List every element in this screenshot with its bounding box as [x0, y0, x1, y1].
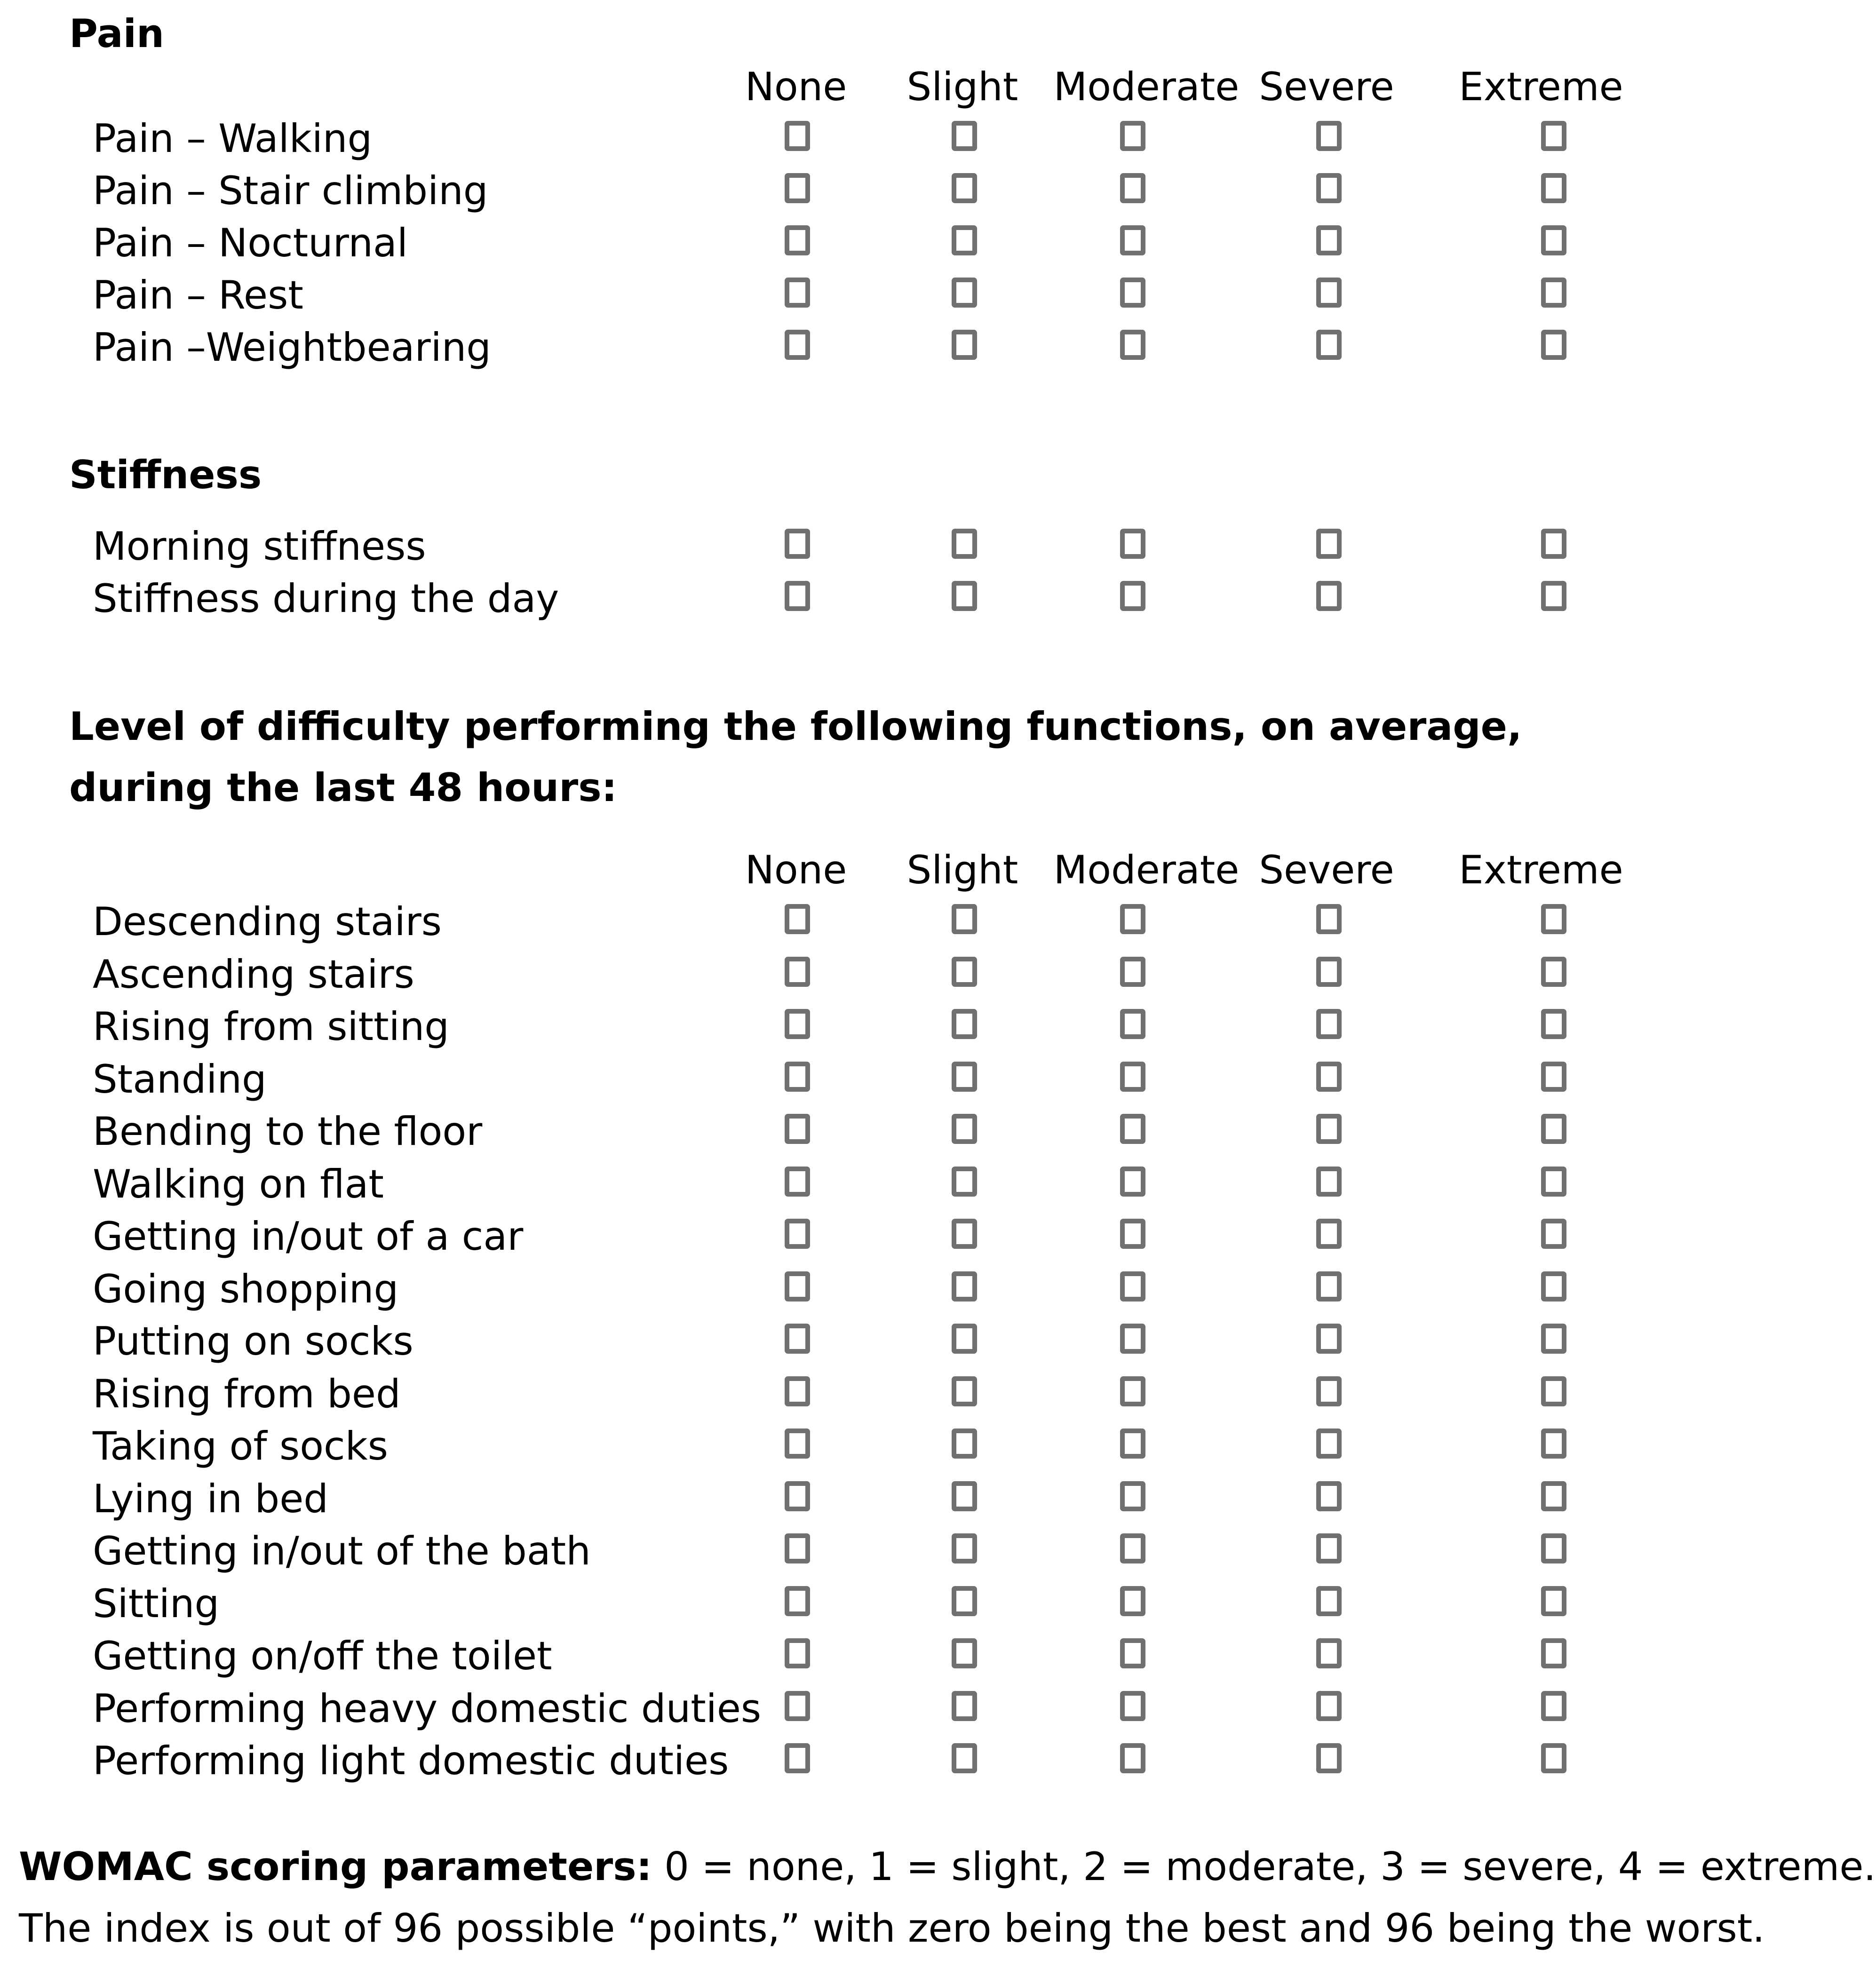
- checkbox-severe[interactable]: [1316, 957, 1342, 987]
- col-header-none: None: [745, 847, 847, 893]
- checkbox-none[interactable]: [785, 1062, 810, 1092]
- pain-item-label: Pain – Walking: [93, 116, 373, 161]
- function-item-label: Performing heavy domestic duties: [93, 1685, 762, 1731]
- checkbox-slight[interactable]: [952, 1271, 977, 1301]
- function-row: [0, 1528, 1696, 1583]
- function-item-label: Descending stairs: [93, 899, 442, 944]
- checkbox-moderate[interactable]: [1120, 904, 1145, 934]
- function-row: [0, 1214, 1696, 1269]
- checkbox-severe[interactable]: [1316, 1376, 1342, 1406]
- checkbox-severe[interactable]: [1316, 121, 1342, 151]
- pain-row: [0, 168, 1696, 223]
- stiffness-heading: Stiffness: [69, 452, 262, 498]
- stiffness-item-label: Stiffness during the day: [93, 576, 559, 621]
- col-header-slight: Slight: [906, 847, 1018, 893]
- checkbox-severe[interactable]: [1316, 581, 1342, 611]
- checkbox-none[interactable]: [785, 1481, 810, 1511]
- function-item-label: Walking on flat: [93, 1161, 384, 1207]
- checkbox-slight[interactable]: [952, 1533, 977, 1563]
- checkbox-moderate[interactable]: [1120, 1638, 1145, 1668]
- checkbox-slight[interactable]: [952, 1586, 977, 1616]
- checkbox-moderate[interactable]: [1120, 173, 1145, 203]
- checkbox-extreme[interactable]: [1541, 1271, 1566, 1301]
- function-item-label: Performing light domestic duties: [93, 1738, 729, 1784]
- checkbox-severe[interactable]: [1316, 1428, 1342, 1459]
- checkbox-none[interactable]: [785, 173, 810, 203]
- checkbox-extreme[interactable]: [1541, 1533, 1566, 1563]
- function-item-label: Getting in/out of the bath: [93, 1528, 591, 1574]
- checkbox-moderate[interactable]: [1120, 1324, 1145, 1354]
- checkbox-extreme[interactable]: [1541, 1586, 1566, 1616]
- stiffness-item-label: Morning stiffness: [93, 524, 426, 569]
- checkbox-none[interactable]: [785, 1324, 810, 1354]
- function-item-label: Lying in bed: [93, 1476, 328, 1522]
- checkbox-slight[interactable]: [952, 1743, 977, 1773]
- checkbox-none[interactable]: [785, 121, 810, 151]
- function-row: [0, 1266, 1696, 1321]
- function-row: [0, 1161, 1696, 1216]
- pain-row: [0, 325, 1696, 380]
- checkbox-slight[interactable]: [952, 1167, 977, 1197]
- checkbox-slight[interactable]: [952, 904, 977, 934]
- checkbox-severe[interactable]: [1316, 173, 1342, 203]
- scoring-note: The index is out of 96 possible “points,” with zero being the best and 96 being the worst.: [19, 1905, 1765, 1951]
- checkbox-severe[interactable]: [1316, 1691, 1342, 1721]
- checkbox-extreme[interactable]: [1541, 1481, 1566, 1511]
- checkbox-extreme[interactable]: [1541, 1219, 1566, 1249]
- checkbox-severe[interactable]: [1316, 1586, 1342, 1616]
- checkbox-severe[interactable]: [1316, 1533, 1342, 1563]
- checkbox-extreme[interactable]: [1541, 121, 1566, 151]
- checkbox-extreme[interactable]: [1541, 1062, 1566, 1092]
- col-header-none: None: [745, 64, 847, 110]
- checkbox-slight[interactable]: [952, 1376, 977, 1406]
- pain-item-label: Pain – Rest: [93, 272, 303, 318]
- checkbox-severe[interactable]: [1316, 1481, 1342, 1511]
- checkbox-moderate[interactable]: [1120, 581, 1145, 611]
- function-row: [0, 1004, 1696, 1059]
- pain-row: [0, 116, 1696, 171]
- checkbox-extreme[interactable]: [1541, 330, 1566, 360]
- checkbox-none[interactable]: [785, 957, 810, 987]
- checkbox-moderate[interactable]: [1120, 278, 1145, 308]
- checkbox-moderate[interactable]: [1120, 1691, 1145, 1721]
- function-item-label: Sitting: [93, 1580, 220, 1627]
- checkbox-slight[interactable]: [952, 957, 977, 987]
- checkbox-slight[interactable]: [952, 1638, 977, 1668]
- checkbox-slight[interactable]: [952, 529, 977, 559]
- checkbox-moderate[interactable]: [1120, 1271, 1145, 1301]
- checkbox-moderate[interactable]: [1120, 1481, 1145, 1511]
- function-row: [0, 1109, 1696, 1164]
- checkbox-none[interactable]: [785, 1271, 810, 1301]
- function-item-label: Putting on socks: [93, 1318, 413, 1364]
- checkbox-extreme[interactable]: [1541, 173, 1566, 203]
- function-item-label: Taking of socks: [93, 1423, 388, 1469]
- col-header-severe: Severe: [1259, 847, 1394, 893]
- checkbox-moderate[interactable]: [1120, 1533, 1145, 1563]
- checkbox-severe[interactable]: [1316, 225, 1342, 255]
- checkbox-extreme[interactable]: [1541, 904, 1566, 934]
- pain-item-label: Pain – Stair climbing: [93, 168, 488, 214]
- checkbox-severe[interactable]: [1316, 1114, 1342, 1144]
- checkbox-moderate[interactable]: [1120, 1009, 1145, 1039]
- checkbox-extreme[interactable]: [1541, 957, 1566, 987]
- checkbox-severe[interactable]: [1316, 1167, 1342, 1197]
- function-item-label: Rising from bed: [93, 1371, 401, 1417]
- checkbox-none[interactable]: [785, 529, 810, 559]
- function-heading-line1: Level of difficulty performing the following functions, on average,: [69, 704, 1522, 749]
- function-item-label: Going shopping: [93, 1266, 399, 1312]
- checkbox-moderate[interactable]: [1120, 1586, 1145, 1616]
- checkbox-severe[interactable]: [1316, 1324, 1342, 1354]
- checkbox-extreme[interactable]: [1541, 529, 1566, 559]
- function-row: [0, 1633, 1696, 1688]
- function-row: [0, 1371, 1696, 1426]
- checkbox-none[interactable]: [785, 1009, 810, 1039]
- scoring-scale: 0 = none, 1 = slight, 2 = moderate, 3 = severe, 4 = extreme.: [652, 1844, 1876, 1889]
- scoring-parameters: [19, 1844, 1876, 1889]
- checkbox-none[interactable]: [785, 1586, 810, 1616]
- checkbox-severe[interactable]: [1316, 330, 1342, 360]
- checkbox-severe[interactable]: [1316, 1009, 1342, 1039]
- function-row: [0, 1318, 1696, 1373]
- checkbox-extreme[interactable]: [1541, 1638, 1566, 1668]
- scoring-label: WOMAC scoring parameters:: [19, 1844, 652, 1889]
- checkbox-slight[interactable]: [952, 330, 977, 360]
- checkbox-extreme[interactable]: [1541, 1376, 1566, 1406]
- checkbox-severe[interactable]: [1316, 1638, 1342, 1668]
- checkbox-slight[interactable]: [952, 1324, 977, 1354]
- function-item-label: Getting on/off the toilet: [93, 1633, 552, 1679]
- checkbox-severe[interactable]: [1316, 278, 1342, 308]
- checkbox-slight[interactable]: [952, 1219, 977, 1249]
- checkbox-extreme[interactable]: [1541, 1114, 1566, 1144]
- checkbox-none[interactable]: [785, 1691, 810, 1721]
- checkbox-slight[interactable]: [952, 1481, 977, 1511]
- checkbox-moderate[interactable]: [1120, 330, 1145, 360]
- checkbox-slight[interactable]: [952, 1691, 977, 1721]
- col-header-extreme: Extreme: [1459, 64, 1623, 110]
- function-row: [0, 1580, 1696, 1636]
- function-heading-line2: during the last 48 hours:: [69, 765, 617, 810]
- checkbox-slight[interactable]: [952, 1062, 977, 1092]
- checkbox-moderate[interactable]: [1120, 1376, 1145, 1406]
- checkbox-moderate[interactable]: [1120, 1062, 1145, 1092]
- checkbox-moderate[interactable]: [1120, 1428, 1145, 1459]
- checkbox-extreme[interactable]: [1541, 1428, 1566, 1459]
- checkbox-extreme[interactable]: [1541, 1743, 1566, 1773]
- function-item-label: Standing: [93, 1056, 267, 1102]
- checkbox-moderate[interactable]: [1120, 1743, 1145, 1773]
- function-row: [0, 1056, 1696, 1111]
- checkbox-slight[interactable]: [952, 1114, 977, 1144]
- checkbox-extreme[interactable]: [1541, 1691, 1566, 1721]
- stiffness-row: [0, 576, 1696, 631]
- pain-item-label: Pain –Weightbearing: [93, 325, 491, 370]
- checkbox-none[interactable]: [785, 1428, 810, 1459]
- checkbox-slight[interactable]: [952, 121, 977, 151]
- col-header-severe: Severe: [1259, 64, 1394, 110]
- pain-row: [0, 272, 1696, 327]
- function-row: [0, 1738, 1696, 1793]
- checkbox-extreme[interactable]: [1541, 1324, 1566, 1354]
- function-item-label: Bending to the floor: [93, 1109, 483, 1154]
- checkbox-slight[interactable]: [952, 278, 977, 308]
- pain-row: [0, 220, 1696, 275]
- checkbox-moderate[interactable]: [1120, 529, 1145, 559]
- checkbox-none[interactable]: [785, 581, 810, 611]
- col-header-slight: Slight: [906, 64, 1018, 110]
- col-header-extreme: Extreme: [1459, 847, 1623, 893]
- checkbox-severe[interactable]: [1316, 529, 1342, 559]
- checkbox-slight[interactable]: [952, 581, 977, 611]
- checkbox-none[interactable]: [785, 1743, 810, 1773]
- checkbox-extreme[interactable]: [1541, 1009, 1566, 1039]
- function-row: [0, 1476, 1696, 1531]
- checkbox-severe[interactable]: [1316, 1743, 1342, 1773]
- checkbox-severe[interactable]: [1316, 1062, 1342, 1092]
- checkbox-moderate[interactable]: [1120, 225, 1145, 255]
- checkbox-extreme[interactable]: [1541, 1167, 1566, 1197]
- pain-item-label: Pain – Nocturnal: [93, 220, 408, 266]
- checkbox-slight[interactable]: [952, 1009, 977, 1039]
- checkbox-none[interactable]: [785, 1533, 810, 1563]
- checkbox-slight[interactable]: [952, 225, 977, 255]
- checkbox-moderate[interactable]: [1120, 957, 1145, 987]
- checkbox-none[interactable]: [785, 1219, 810, 1249]
- checkbox-none[interactable]: [785, 1638, 810, 1668]
- checkbox-severe[interactable]: [1316, 904, 1342, 934]
- function-row: [0, 1685, 1696, 1741]
- function-item-label: Getting in/out of a car: [93, 1214, 524, 1259]
- pain-heading: Pain: [69, 11, 165, 56]
- col-header-moderate: Moderate: [1053, 847, 1240, 893]
- checkbox-extreme[interactable]: [1541, 225, 1566, 255]
- checkbox-moderate[interactable]: [1120, 1167, 1145, 1197]
- function-row: [0, 899, 1696, 954]
- checkbox-severe[interactable]: [1316, 1219, 1342, 1249]
- checkbox-none[interactable]: [785, 1376, 810, 1406]
- checkbox-moderate[interactable]: [1120, 1219, 1145, 1249]
- checkbox-slight[interactable]: [952, 1428, 977, 1459]
- checkbox-none[interactable]: [785, 225, 810, 255]
- checkbox-slight[interactable]: [952, 173, 977, 203]
- col-header-moderate: Moderate: [1053, 64, 1240, 110]
- checkbox-none[interactable]: [785, 278, 810, 308]
- function-row: [0, 951, 1696, 1007]
- function-item-label: Ascending stairs: [93, 951, 414, 997]
- function-row: [0, 1423, 1696, 1478]
- stiffness-row: [0, 524, 1696, 579]
- checkbox-extreme[interactable]: [1541, 581, 1566, 611]
- function-item-label: Rising from sitting: [93, 1004, 449, 1049]
- checkbox-none[interactable]: [785, 330, 810, 360]
- checkbox-moderate[interactable]: [1120, 121, 1145, 151]
- checkbox-severe[interactable]: [1316, 1271, 1342, 1301]
- checkbox-extreme[interactable]: [1541, 278, 1566, 308]
- checkbox-none[interactable]: [785, 1167, 810, 1197]
- checkbox-none[interactable]: [785, 1114, 810, 1144]
- checkbox-none[interactable]: [785, 904, 810, 934]
- checkbox-moderate[interactable]: [1120, 1114, 1145, 1144]
